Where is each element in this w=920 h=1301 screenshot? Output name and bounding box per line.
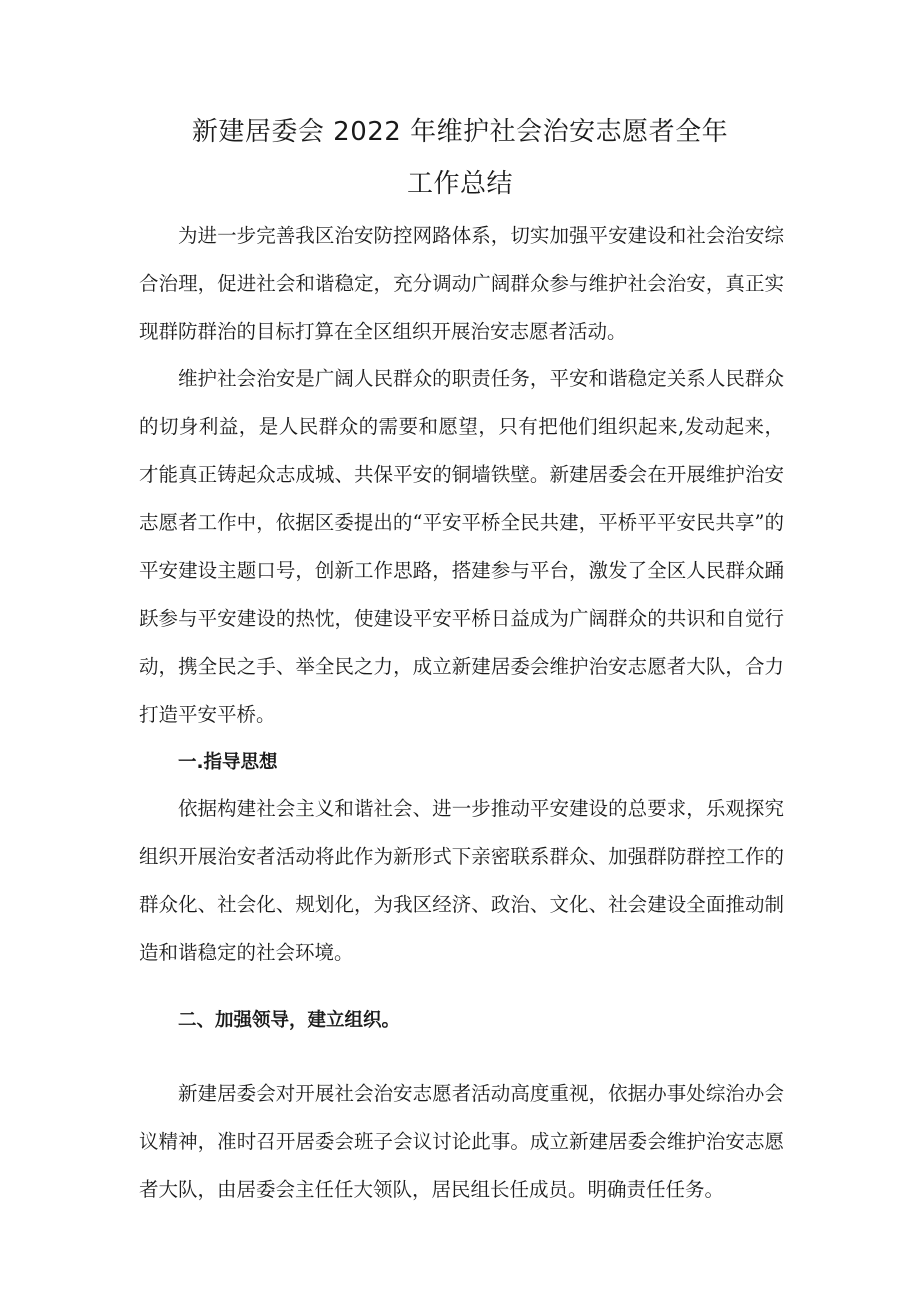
section-heading-guiding-ideology: 一.指导思想 xyxy=(178,752,278,773)
document-title-line-1: 新建居委会 2022 年维护社会治安志愿者全年 xyxy=(191,117,729,147)
paragraph-leadership: 新建居委会对开展社会治安志愿者活动高度重视，依据办事处综治办会议精神，准时召开居委会班子会议讨论此事。成立新建居委会维护治安志愿者大队，由居委会主任任大领队，居民组长任成员。明确责任任务。 xyxy=(139,1082,784,1201)
paragraph-background: 维护社会治安是广阔人民群众的职责任务，平安和谐稳定关系人民群众的切身利益，是人民群众的需要和愿望，只有把他们组织起来,发动起来，才能真正铸起众志成城、共保平安的铜墙铁壁。新建居委会在开展维护治安志愿者工作中，依据区委提出的“平安平桥全民共建，平桥平平安民共享”的平安建设主题口号，创新工作思路，搭建参与平台，激发了全区人民群众踊跃参与平安建设的热忱，使建设平安平桥日益成为广阔群众的共识和自觉行动，携全民之手、举全民之力，成立新建居委会维护治安志愿者大队，合力打造平安平桥。 xyxy=(139,367,784,726)
paragraph-guiding-ideology: 依据构建社会主义和谐社会、进一步推动平安建设的总要求，乐观探究组织开展治安者活动将此作为新形式下亲密联系群众、加强群防群控工作的群众化、社会化、规划化，为我区经济、政治、文化、社会建设全面推动制造和谐稳定的社会环境。 xyxy=(139,797,784,964)
document-title-line-2: 工作总结 xyxy=(406,169,513,199)
paragraph-intro: 为进一步完善我区治安防控网路体系，切实加强平安建设和社会治安综合治理，促进社会和谐稳定，充分调动广阔群众参与维护社会治安，真正实现群防群治的目标打算在全区组织开展治安志愿者活动。 xyxy=(139,224,784,343)
section-heading-leadership: 二、加强领导，建立组织。 xyxy=(178,1010,401,1031)
